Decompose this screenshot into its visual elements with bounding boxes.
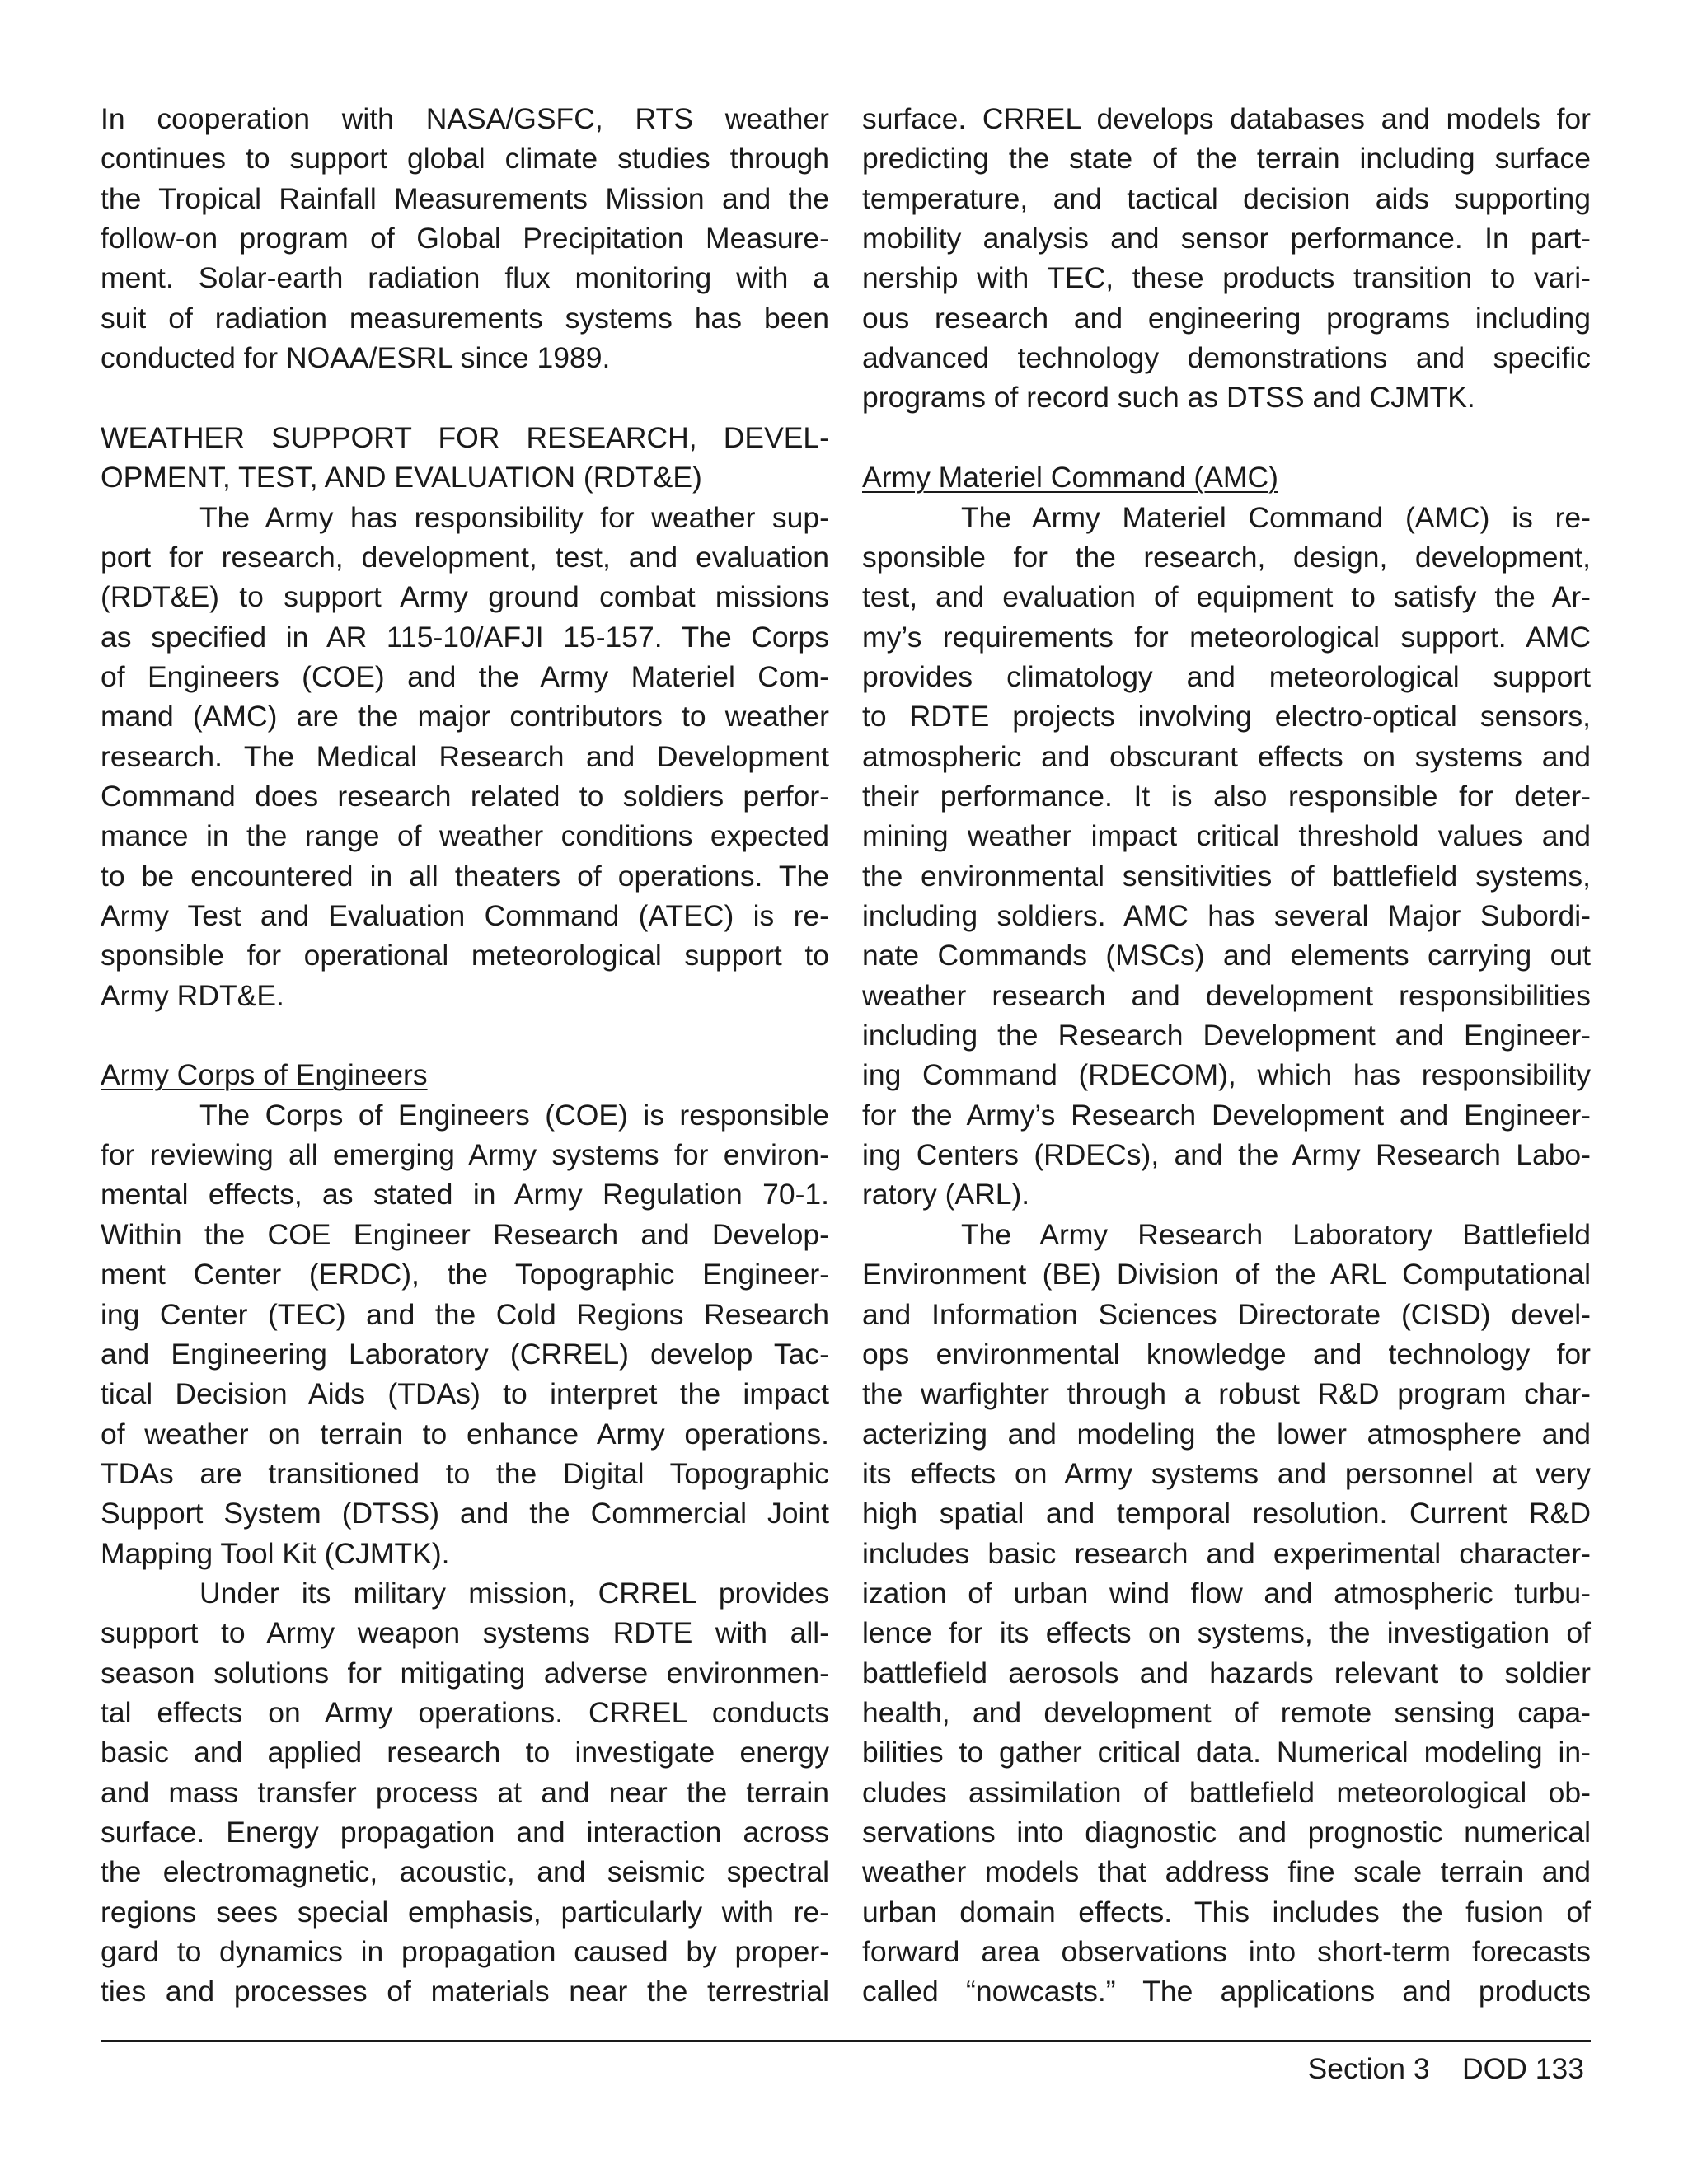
paragraph-line: nership with TEC, these products transition to vari- bbox=[862, 261, 1591, 295]
paragraph-line: my’s requirements for meteorological support. AMC bbox=[862, 620, 1591, 654]
paragraph-line: tical Decision Aids (TDAs) to interpret the impact bbox=[101, 1377, 829, 1411]
paragraph-line: ment Center (ERDC), the Topographic Engineer- bbox=[101, 1258, 829, 1291]
paragraph-line: continues to support global climate studies through bbox=[101, 142, 829, 176]
paragraph-line: bilities to gather critical data. Numerical modeling in- bbox=[862, 1736, 1591, 1769]
paragraph-line: support to Army weapon systems RDTE with all- bbox=[101, 1616, 829, 1650]
paragraph-line: gard to dynamics in propagation caused by proper- bbox=[101, 1935, 829, 1969]
paragraph-line: the warfighter through a robust R&D program char- bbox=[862, 1377, 1591, 1411]
paragraph-line: Army Test and Evaluation Command (ATEC) is re- bbox=[101, 899, 829, 932]
paragraph-line: the environmental sensitivities of battlefield systems, bbox=[862, 859, 1591, 893]
paragraph-line: Support System (DTSS) and the Commercial Joint bbox=[101, 1497, 829, 1530]
paragraph-line: follow-on program of Global Precipitation Measure- bbox=[101, 222, 829, 255]
page-footer: Section 3 DOD 133 bbox=[1307, 2052, 1584, 2085]
paragraph-line: cludes assimilation of battlefield meteorological ob- bbox=[862, 1775, 1591, 1809]
paragraph-line: In cooperation with NASA/GSFC, RTS weather bbox=[101, 102, 829, 135]
paragraph-line: urban domain effects. This includes the fusion of bbox=[862, 1895, 1591, 1929]
paragraph-line: suit of radiation measurements systems has been bbox=[101, 301, 829, 335]
paragraph-line: ization of urban wind flow and atmospheric turbu- bbox=[862, 1576, 1591, 1610]
paragraph-line: surface. Energy propagation and interaction across bbox=[101, 1816, 829, 1849]
paragraph-line: ous research and engineering programs including bbox=[862, 301, 1591, 335]
paragraph-line: mobility analysis and sensor performance. In part- bbox=[862, 222, 1591, 255]
paragraph-line: the Tropical Rainfall Measurements Mission and the bbox=[101, 181, 829, 215]
paragraph-line: of weather on terrain to enhance Army operations. bbox=[101, 1417, 829, 1451]
paragraph-line: surface. CRREL develops databases and models for bbox=[862, 102, 1591, 135]
paragraph-line: Army RDT&E. bbox=[101, 978, 284, 1012]
paragraph-line: The Army Materiel Command (AMC) is re- bbox=[961, 500, 1591, 534]
section-subheading: Army Corps of Engineers bbox=[101, 1058, 428, 1092]
paragraph-line: TDAs are transitioned to the Digital Topographic bbox=[101, 1456, 829, 1490]
paragraph-line: as specified in AR 115-10/AFJI 15-157. The Corps bbox=[101, 620, 829, 654]
paragraph-line: to be encountered in all theaters of operations. The bbox=[101, 859, 829, 893]
footer-rule bbox=[101, 2040, 1591, 2042]
paragraph-line: for the Army’s Research Development and Engineer- bbox=[862, 1098, 1591, 1132]
paragraph-line: season solutions for mitigating adverse environmen- bbox=[101, 1656, 829, 1690]
paragraph-line: Command does research related to soldiers perfor- bbox=[101, 779, 829, 813]
paragraph-line: Environment (BE) Division of the ARL Computational bbox=[862, 1258, 1591, 1291]
paragraph-line: called “nowcasts.” The applications and products bbox=[862, 1975, 1591, 2008]
paragraph-line: and mass transfer process at and near the terrain bbox=[101, 1775, 829, 1809]
paragraph-line: the electromagnetic, acoustic, and seismic spectral bbox=[101, 1855, 829, 1889]
paragraph-line: ties and processes of materials near the terrestrial bbox=[101, 1975, 829, 2008]
paragraph-line: predicting the state of the terrain including surface bbox=[862, 142, 1591, 176]
paragraph-line: port for research, development, test, and evaluation bbox=[101, 540, 829, 574]
paragraph-line: ratory (ARL). bbox=[862, 1178, 1030, 1212]
paragraph-line: weather models that address fine scale terrain and bbox=[862, 1855, 1591, 1889]
paragraph-line: mand (AMC) are the major contributors to weather bbox=[101, 700, 829, 733]
paragraph-line: servations into diagnostic and prognostic numerical bbox=[862, 1816, 1591, 1849]
paragraph-line: lence for its effects on systems, the investigation of bbox=[862, 1616, 1591, 1650]
paragraph-line: (RDT&E) to support Army ground combat missions bbox=[101, 580, 829, 614]
paragraph-line: acterizing and modeling the lower atmosphere and bbox=[862, 1417, 1591, 1451]
paragraph-line: ing Centers (RDECs), and the Army Research Labo- bbox=[862, 1138, 1591, 1172]
paragraph-line: high spatial and temporal resolution. Current R&D bbox=[862, 1497, 1591, 1530]
paragraph-line: mance in the range of weather conditions expected bbox=[101, 819, 829, 853]
paragraph-line: sponsible for the research, design, development, bbox=[862, 540, 1591, 574]
paragraph-line: ing Center (TEC) and the Cold Regions Research bbox=[101, 1297, 829, 1331]
paragraph-line: of Engineers (COE) and the Army Materiel Com- bbox=[101, 659, 829, 693]
paragraph-line: provides climatology and meteorological support bbox=[862, 659, 1591, 693]
paragraph-line: The Army Research Laboratory Battlefield bbox=[961, 1217, 1591, 1251]
section-heading-line: WEATHER SUPPORT FOR RESEARCH, DEVEL- bbox=[101, 420, 829, 454]
paragraph-line: ops environmental knowledge and technology for bbox=[862, 1337, 1591, 1371]
paragraph-line: The Corps of Engineers (COE) is responsible bbox=[199, 1098, 829, 1132]
paragraph-line: programs of record such as DTSS and CJMTK. bbox=[862, 381, 1475, 415]
section-heading-line: OPMENT, TEST, AND EVALUATION (RDT&E) bbox=[101, 461, 702, 494]
paragraph-line: test, and evaluation of equipment to satisfy the Ar- bbox=[862, 580, 1591, 614]
paragraph-line: conducted for NOAA/ESRL since 1989. bbox=[101, 341, 611, 375]
paragraph-line: battlefield aerosols and hazards relevant to soldier bbox=[862, 1656, 1591, 1690]
section-subheading: Army Materiel Command (AMC) bbox=[862, 461, 1278, 494]
paragraph-line: mining weather impact critical threshold values and bbox=[862, 819, 1591, 853]
paragraph-line: research. The Medical Research and Development bbox=[101, 739, 829, 773]
paragraph-line: and Engineering Laboratory (CRREL) develop Tac- bbox=[101, 1337, 829, 1371]
paragraph-line: health, and development of remote sensing capa- bbox=[862, 1696, 1591, 1729]
paragraph-line: The Army has responsibility for weather sup- bbox=[199, 500, 829, 534]
paragraph-line: atmospheric and obscurant effects on systems and bbox=[862, 739, 1591, 773]
paragraph-line: includes basic research and experimental character- bbox=[862, 1536, 1591, 1570]
paragraph-line: mental effects, as stated in Army Regulation 70-1. bbox=[101, 1178, 829, 1212]
paragraph-line: weather research and development responsibilities bbox=[862, 978, 1591, 1012]
paragraph-line: for reviewing all emerging Army systems for environ- bbox=[101, 1138, 829, 1172]
paragraph-line: advanced technology demonstrations and specific bbox=[862, 341, 1591, 375]
paragraph-line: Under its military mission, CRREL provides bbox=[199, 1576, 829, 1610]
paragraph-line: forward area observations into short-term forecasts bbox=[862, 1935, 1591, 1969]
paragraph-line: regions sees special emphasis, particularly with re- bbox=[101, 1895, 829, 1929]
paragraph-line: its effects on Army systems and personnel at very bbox=[862, 1456, 1591, 1490]
paragraph-line: tal effects on Army operations. CRREL conducts bbox=[101, 1696, 829, 1729]
paragraph-line: temperature, and tactical decision aids supporting bbox=[862, 181, 1591, 215]
paragraph-line: Mapping Tool Kit (CJMTK). bbox=[101, 1536, 450, 1570]
paragraph-line: to RDTE projects involving electro-optical sensors, bbox=[862, 700, 1591, 733]
paragraph-line: including soldiers. AMC has several Major Subordi- bbox=[862, 899, 1591, 932]
paragraph-line: nate Commands (MSCs) and elements carrying out bbox=[862, 939, 1591, 972]
paragraph-line: and Information Sciences Directorate (CISD) devel- bbox=[862, 1297, 1591, 1331]
paragraph-line: basic and applied research to investigate energy bbox=[101, 1736, 829, 1769]
paragraph-line: their performance. It is also responsible for deter- bbox=[862, 779, 1591, 813]
paragraph-line: ing Command (RDECOM), which has responsibility bbox=[862, 1058, 1591, 1092]
paragraph-line: ment. Solar-earth radiation flux monitoring with a bbox=[101, 261, 829, 295]
paragraph-line: Within the COE Engineer Research and Develop- bbox=[101, 1217, 829, 1251]
paragraph-line: sponsible for operational meteorological support to bbox=[101, 939, 829, 972]
paragraph-line: including the Research Development and Engineer- bbox=[862, 1019, 1591, 1052]
